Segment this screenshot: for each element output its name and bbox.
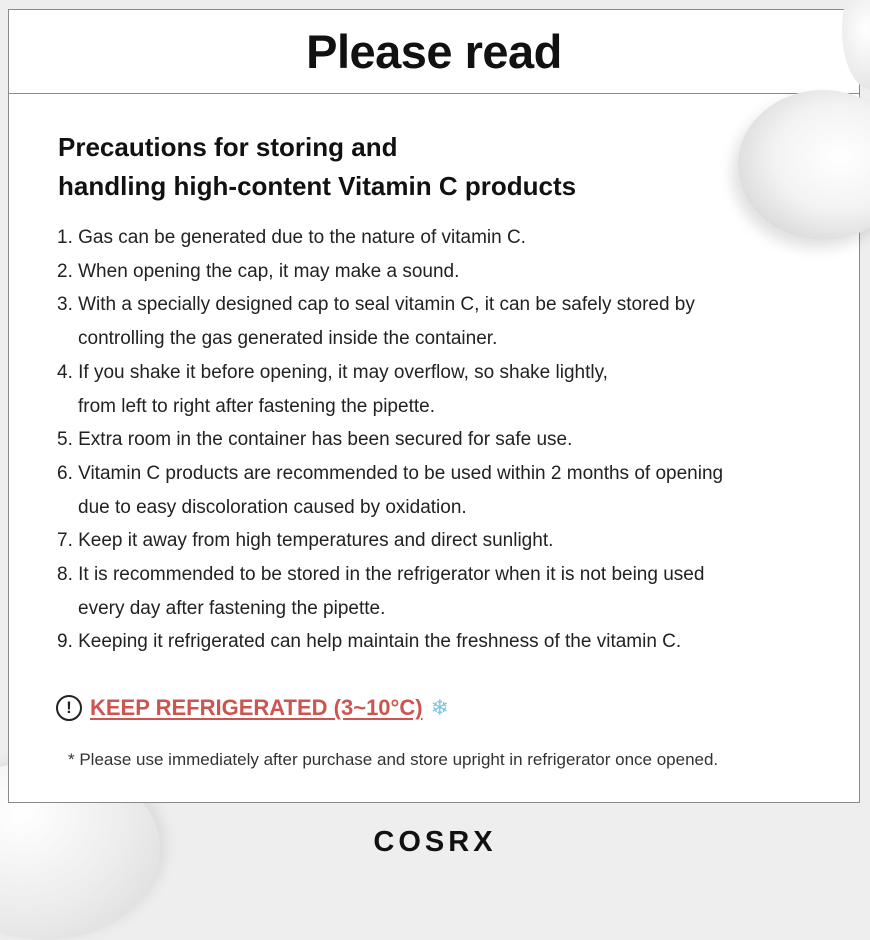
precaution-item-continuation: from left to right after fastening the pipette.: [78, 395, 435, 417]
storage-note: * Please use immediately after purchase and store upright in refrigerator once opened.: [68, 750, 719, 769]
precaution-item-continuation: controlling the gas generated inside the container.: [78, 328, 498, 350]
page-title: Please read: [306, 25, 562, 78]
section-heading: [58, 128, 576, 206]
section-heading-line-1: Precautions for storing and: [58, 132, 398, 162]
notice-header: [9, 10, 859, 94]
precaution-item: 7. Keep it away from high temperatures and direct sunlight.: [57, 530, 554, 552]
precaution-item: 3. With a specially designed cap to seal vitamin C, it can be safely stored by: [57, 294, 695, 316]
section-heading-line-2: handling high-content Vitamin C products: [58, 171, 577, 201]
precaution-item-continuation: every day after fastening the pipette.: [78, 597, 386, 619]
precaution-item: 8. It is recommended to be stored in the refrigerator when it is not being used: [57, 564, 705, 586]
precaution-item: 1. Gas can be generated due to the nature of vitamin C.: [57, 227, 526, 248]
precaution-item: 9. Keeping it refrigerated can help maintain the freshness of the vitamin C.: [57, 631, 682, 653]
precaution-item: 6. Vitamin C products are recommended to be used within 2 months of opening: [57, 462, 724, 484]
precaution-item: 2. When opening the cap, it may make a sound.: [57, 260, 460, 282]
precaution-item-continuation: due to easy discoloration caused by oxidation.: [78, 496, 467, 518]
snowflake-icon: ❄: [430, 695, 449, 720]
precaution-list: [57, 221, 723, 659]
exclamation-icon: !: [56, 695, 82, 721]
brand-logo: COSRX: [373, 826, 497, 858]
notice-card: [8, 9, 860, 803]
precaution-item: 4. If you shake it before opening, it may overflow, so shake lightly,: [57, 361, 608, 383]
warning-text: KEEP REFRIGERATED (3~10°C): [90, 695, 423, 720]
precaution-item: 5. Extra room in the container has been secured for safe use.: [57, 429, 573, 451]
refrigeration-warning: [56, 695, 449, 721]
